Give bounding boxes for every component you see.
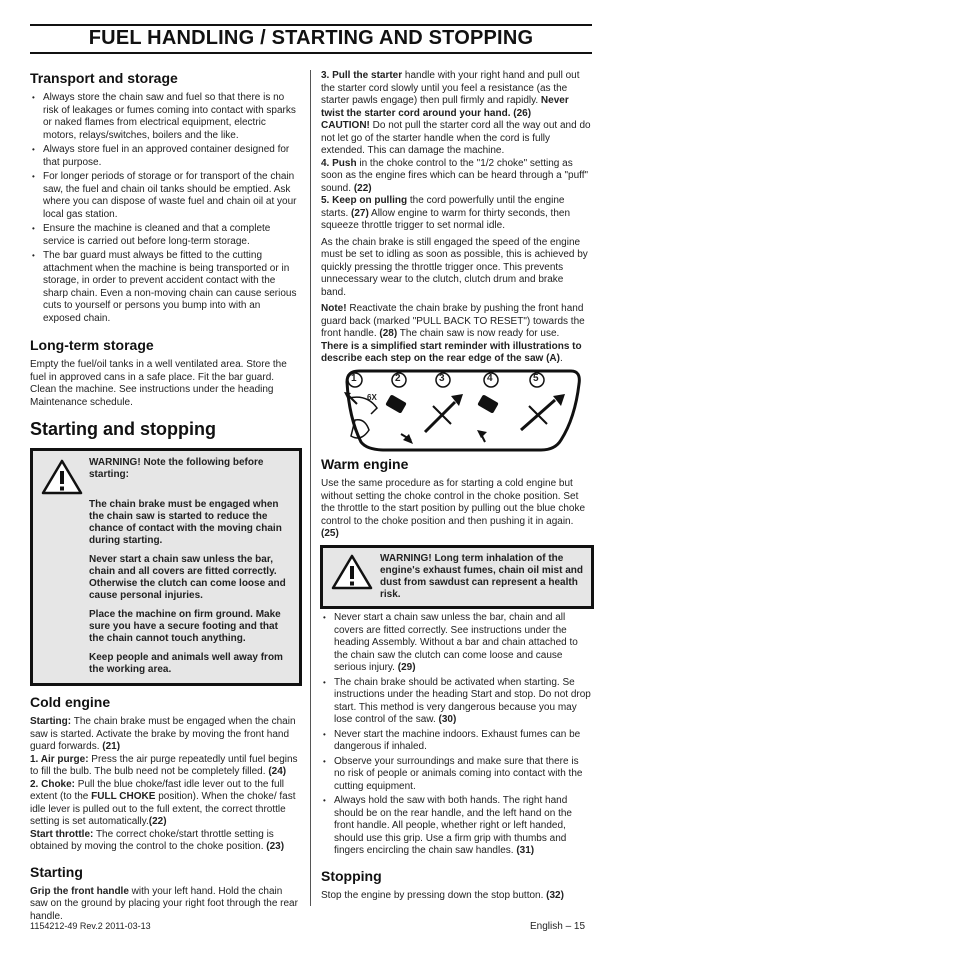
list-item: • For longer periods of storage or for transport of the chain saw, the fuel and chain oil tanks should be emptied. Ask where you can dispose of waste fuel and chain oil at your local gas station. xyxy=(30,171,298,221)
warm-engine-heading: Warm engine xyxy=(321,456,409,472)
starting-heading: Starting xyxy=(30,863,83,880)
step-number: 1 xyxy=(351,373,357,384)
right-column xyxy=(321,70,591,370)
list-item: • Never start the machine indoors. Exhaust fumes can be dangerous if inhaled. xyxy=(321,729,591,754)
warning-title: WARNING! Note the following before starting: xyxy=(89,457,264,480)
list-item: • Never start a chain saw unless the bar, chain and all covers are fitted correctly. See instructions under the heading Assembly. Without a bar and chain attached to the chain saw the clutch can come loose and cause serious injury. (29) xyxy=(321,612,591,675)
repeat-count-label: 6X xyxy=(367,393,377,402)
starting-stopping-heading: Starting and stopping xyxy=(30,419,216,439)
list-item: • Always store the chain saw and fuel so that there is no risk of leakages or fumes coming into contact with sparks or naked flames from electrical equipment, electric motors, relays/switches, boilers and the like. xyxy=(30,92,298,142)
cold-engine-heading: Cold engine xyxy=(30,694,111,710)
warning-triangle-icon xyxy=(41,459,83,500)
step-4-paragraph: 4. Push in the choke control to the "1/2 choke" setting as soon as the engine fires which can be heard through a "puff" sound. (22) xyxy=(321,157,589,194)
safety-list xyxy=(321,612,591,858)
stopping-paragraph: Stop the engine by pressing down the stop button. (32) xyxy=(321,889,564,901)
document-revision: 1154212-49 Rev.2 2011-03-13 xyxy=(30,921,151,931)
transport-list xyxy=(30,92,298,325)
cold-starting-paragraph: Starting: The chain brake must be engaged when the chain saw is started. Activate the brake by moving the front hand guard forwards. (21) xyxy=(30,716,296,752)
warning-triangle-icon xyxy=(331,554,373,595)
warning-paragraph: Place the machine on firm ground. Make sure you have a secure footing and that the chain cannot touch anything. xyxy=(89,609,281,644)
start-reminder-illustration xyxy=(341,368,582,454)
step-number: 2 xyxy=(395,373,401,384)
warning-box xyxy=(30,448,302,686)
list-item: • Observe your surroundings and make sure that there is no risk of people or animals coming into contact with the cutting equipment. xyxy=(321,756,591,794)
start-throttle-paragraph: Start throttle: The correct choke/start throttle setting is obtained by moving the control to the choke position. (23) xyxy=(30,828,285,852)
step-3-paragraph: 3. Pull the starter handle with your right hand and pull out the starter cord slowly until you feel a resistance (as the starter pawls engage) then pull firmly and rapidly. Never twist the starter cord around your hand. (26) xyxy=(321,70,580,119)
left-column xyxy=(30,70,298,923)
page-number: English – 15 xyxy=(530,921,586,932)
exhaust-warning-text: WARNING! Long term inhalation of the engine's exhaust fumes, chain oil mist and dust from sawdust can represent a health risk. xyxy=(380,553,583,600)
list-item: • Always store fuel in an approved container designed for that purpose. xyxy=(30,144,298,169)
warning-paragraph: Keep people and animals well away from the working area. xyxy=(89,652,283,675)
choke-paragraph: 2. Choke: Pull the blue choke/fast idle lever out to the full extent (to the FULL CHOKE position). When the choke/ fast idle lever is pulled out to the full extent, the correct throttle setting is set automatically.(22) xyxy=(30,778,296,827)
warm-engine-section xyxy=(321,456,591,541)
warning-text xyxy=(89,457,295,676)
starting-paragraph: Grip the front handle with your left hand. Hold the chain saw on the ground by placing your right foot through the rear handle. xyxy=(30,885,298,922)
top-rule xyxy=(30,24,592,26)
longterm-heading: Long-term storage xyxy=(30,337,154,353)
starting-steps xyxy=(321,70,591,366)
longterm-text: Empty the fuel/oil tanks in a well ventilated area. Store the fuel in approved cans in a safe place. Fit the bar guard. Clean the machine. See instructions under the heading Maintenance schedule. xyxy=(30,359,287,408)
exhaust-warning-box xyxy=(320,545,594,609)
list-item: • Ensure the machine is cleaned and that a complete service is carried out before long-term storage. xyxy=(30,223,298,248)
warning-paragraph: Never start a chain saw unless the bar, chain and all covers are fitted correctly. Otherwise the clutch can come loose and cause personal injuries. xyxy=(89,554,286,601)
note-paragraph: Note! Reactivate the chain brake by pushing the front hand guard back (marked "PULL BACK TO RESET") towards the front handle. (28) The chain saw is now ready for use. xyxy=(321,303,585,339)
list-item: • Always hold the saw with both hands. The right hand should be on the rear handle, and the left hand on the front handle. All people, whether right or left handed, should use this grip. Use a firm grip with thumbs and fingers encircling the chain saw handles. (31) xyxy=(321,795,591,858)
column-separator xyxy=(310,70,311,906)
warning-paragraph: The chain brake must be engaged when the chain saw is started to reduce the chance of contact with the moving chain during starting. xyxy=(89,499,282,546)
page-title: FUEL HANDLING / STARTING AND STOPPING xyxy=(88,27,534,49)
transport-heading: Transport and storage xyxy=(30,70,178,86)
caution-paragraph: CAUTION! Do not pull the starter cord all the way out and do not let go of the starter handle when the cord is fully extended. This can damage the machine. xyxy=(321,120,591,156)
air-purge-paragraph: 1. Air purge: Press the air purge repeatedly until fuel begins to fill the bulb. The bulb need not be completely filled. (24) xyxy=(30,753,298,777)
stopping-heading: Stopping xyxy=(321,867,382,884)
exhaust-warning-text-wrap xyxy=(380,553,586,601)
step-number: 5 xyxy=(533,373,539,384)
reminder-paragraph: There is a simplified start reminder with illustrations to describe each step on the rear edge of the saw (A). xyxy=(321,340,582,364)
safety-list-section xyxy=(321,612,591,902)
brake-paragraph: As the chain brake is still engaged the speed of the engine must be set to idling as soon as possible, this is achieved by quickly pressing the throttle trigger once. This prevents unnecessary wear to the clutch, clutch drum and brake band. xyxy=(321,236,588,298)
step-number: 4 xyxy=(487,373,493,384)
list-item: • The chain brake should be activated when starting. Se instructions under the heading Start and stop. Do not drop start. This method is very dangerous because you may lose control of the saw. (30) xyxy=(321,677,591,727)
title-bottom-rule xyxy=(30,52,592,54)
step-number: 3 xyxy=(439,373,445,384)
step-5-paragraph: 5. Keep on pulling the cord powerfully until the engine starts. (27) Allow engine to warm for thirty seconds, then squeeze throttle trigger to set normal idle. xyxy=(321,195,571,231)
list-item: • The bar guard must always be fitted to the cutting attachment when the machine is being transported or in storage, in order to prevent accident contact with the sharp chain. Even a non-moving chain can cause serious cuts to yourself or persons you bump into with an exposed chain. xyxy=(30,250,298,325)
warm-engine-paragraph: Use the same procedure as for starting a cold engine but without setting the choke control in the choke position. Set the throttle to the start position by pulling out the blue choke control to the choke position and then pushing it in again. (25) xyxy=(321,478,586,539)
